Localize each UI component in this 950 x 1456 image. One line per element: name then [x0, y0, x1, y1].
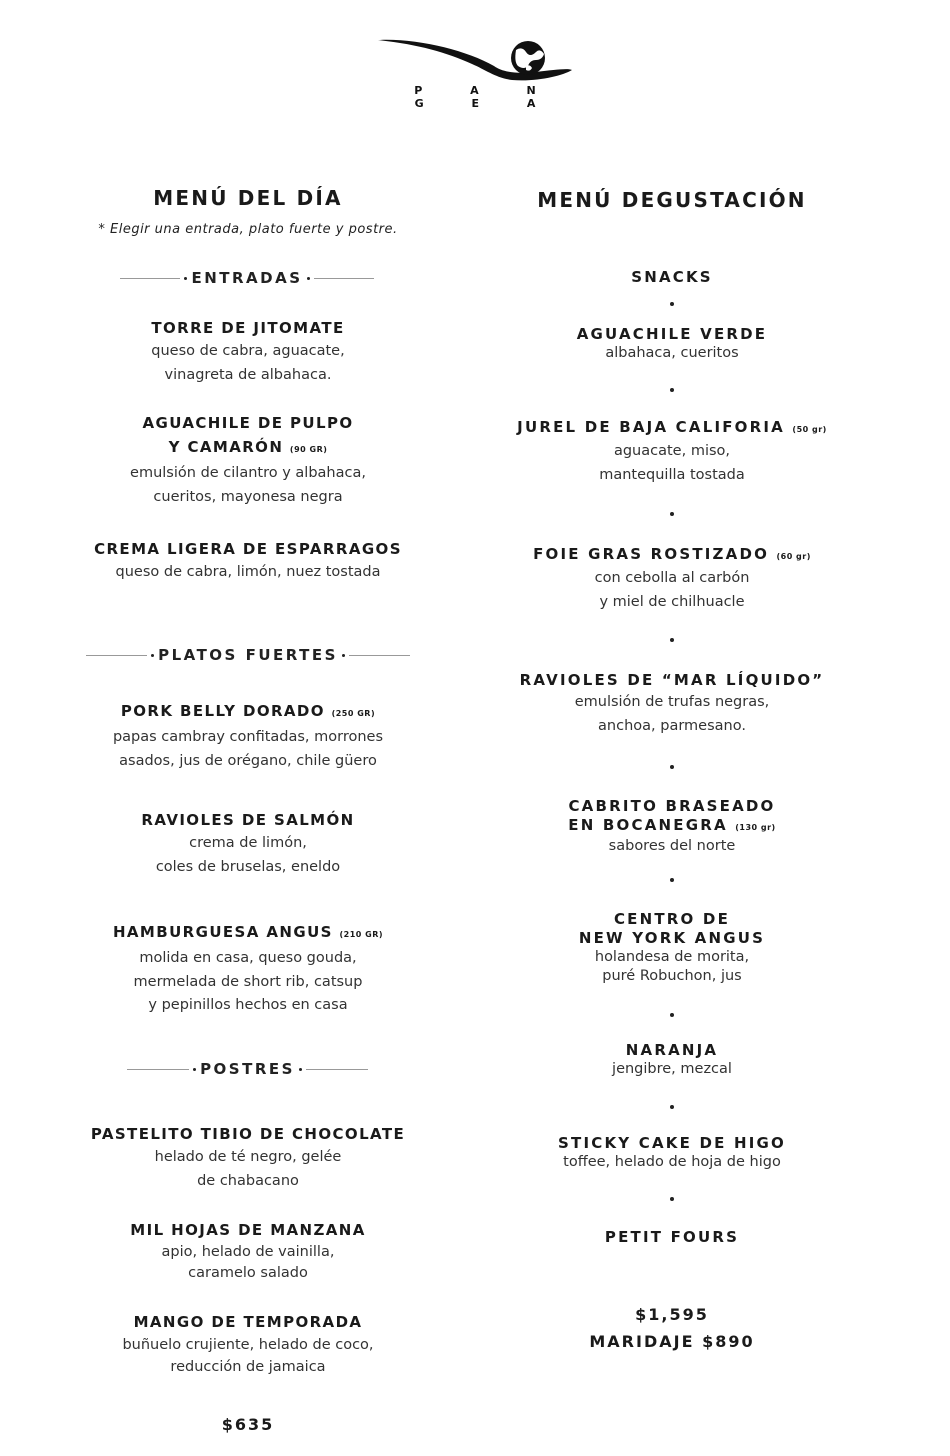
menu-item — [70, 1122, 426, 1193]
separator-dot — [670, 388, 674, 392]
item-name: CENTRO DE — [613, 910, 731, 928]
pangea-logo-icon — [376, 36, 576, 84]
item-desc: emulsión de trufas negras, — [574, 694, 770, 710]
section-dot — [307, 277, 310, 280]
item-name: RAVIOLES DE “MAR LÍQUIDO” — [519, 671, 825, 689]
item-name-line — [490, 418, 854, 439]
menu-item — [70, 411, 426, 509]
item-name: MANGO DE TEMPORADA — [133, 1313, 363, 1331]
tasting-item — [490, 1228, 854, 1247]
item-desc: queso de cabra, aguacate, — [151, 343, 345, 359]
section-rule — [127, 1069, 189, 1070]
menu-item — [70, 1218, 426, 1284]
tasting-item — [490, 418, 854, 487]
item-name-line — [490, 545, 854, 566]
item-desc: y pepinillos hechos en casa — [148, 997, 348, 1013]
section-rule — [349, 655, 410, 656]
tasting-item — [490, 797, 854, 856]
item-size: (210 GR) — [339, 930, 384, 939]
maridaje-price: MARIDAJE $890 — [589, 1332, 755, 1351]
item-desc: queso de cabra, limón, nuez tostada — [115, 564, 381, 580]
item-desc: holandesa de morita, — [594, 949, 750, 965]
item-name: RAVIOLES DE SALMÓN — [141, 811, 355, 829]
menu-item — [70, 537, 426, 585]
brand-name: P A N G E A — [414, 84, 558, 110]
item-size: (250 GR) — [331, 709, 376, 718]
item-desc: papas cambray confitadas, morrones — [112, 729, 384, 745]
item-name: STICKY CAKE DE HIGO — [558, 1134, 786, 1152]
section-entradas — [120, 269, 374, 287]
separator-dot — [670, 878, 674, 882]
tasting-item — [490, 910, 854, 986]
item-desc: reducción de jamaica — [170, 1359, 326, 1375]
item-desc: aguacate, miso, — [613, 443, 731, 459]
item-desc: de chabacano — [197, 1172, 299, 1189]
item-name: MIL HOJAS DE MANZANA — [130, 1221, 366, 1239]
item-desc: caramelo salado — [188, 1265, 308, 1281]
item-desc: buñuelo crujiente, helado de coco, — [122, 1337, 374, 1353]
item-desc: asados, jus de orégano, chile güero — [119, 752, 377, 769]
separator-dot — [670, 1105, 674, 1109]
menu-item — [70, 920, 426, 1018]
item-name: JUREL DE BAJA CALIFORIA — [517, 418, 785, 436]
separator-dot — [670, 1013, 674, 1017]
separator-dot — [670, 512, 674, 516]
menu-degustacion-title: MENÚ DEGUSTACIÓN — [537, 188, 807, 212]
item-desc: vinagreta de albahaca. — [164, 366, 332, 383]
item-desc: mantequilla tostada — [599, 467, 745, 483]
item-desc: toffee, helado de hoja de higo — [563, 1154, 781, 1170]
menu-del-dia-title: MENÚ DEL DÍA — [153, 186, 343, 210]
item-name: AGUACHILE VERDE — [576, 325, 768, 343]
item-desc: mermelada de short rib, catsup — [133, 973, 363, 990]
section-label: POSTRES — [200, 1060, 295, 1078]
item-desc: emulsión de cilantro y albahaca, — [130, 465, 366, 481]
item-desc: jengibre, mezcal — [612, 1061, 732, 1077]
section-postres — [127, 1060, 368, 1078]
tasting-item — [490, 268, 854, 287]
tasting-item — [490, 1041, 854, 1079]
tasting-item — [490, 545, 854, 614]
separator-dot — [670, 1197, 674, 1201]
item-name: FOIE GRAS ROSTIZADO — [533, 545, 770, 563]
menu-del-dia-price: $635 — [221, 1415, 275, 1434]
section-platos-fuertes — [86, 646, 410, 664]
item-desc: anchoa, parmesano. — [598, 718, 746, 734]
item-name: CABRITO BRASEADO — [568, 797, 776, 815]
item-desc: cueritos, mayonesa negra — [153, 488, 343, 505]
menu-note: * Elegir una entrada, plato fuerte y postre. — [98, 222, 398, 237]
item-name: PORK BELLY DORADO — [120, 702, 325, 720]
item-name: NEW YORK ANGUS — [578, 929, 766, 947]
separator-dot — [670, 302, 674, 306]
item-desc: coles de bruselas, eneldo — [155, 858, 341, 875]
tasting-item — [490, 1134, 854, 1172]
section-label: ENTRADAS — [191, 269, 303, 287]
menu-item — [70, 1310, 426, 1378]
menu-item — [70, 808, 426, 879]
item-desc: albahaca, cueritos — [605, 345, 739, 361]
item-desc: apio, helado de vainilla, — [161, 1244, 335, 1260]
item-size: (50 gr) — [792, 425, 827, 434]
item-size: (130 gr) — [735, 823, 776, 832]
item-desc: puré Robuchon, jus — [602, 968, 742, 984]
separator-dot — [670, 638, 674, 642]
section-dot — [299, 1068, 302, 1071]
item-desc: sabores del norte — [608, 838, 736, 854]
item-name: PASTELITO TIBIO DE CHOCOLATE — [90, 1125, 406, 1143]
item-size: (90 GR) — [289, 445, 328, 454]
section-dot — [184, 277, 187, 280]
section-rule — [306, 1069, 368, 1070]
item-name: AGUACHILE DE PULPO — [142, 414, 354, 432]
tasting-item — [490, 325, 854, 363]
item-desc: con cebolla al carbón — [594, 570, 750, 586]
separator-dot — [670, 765, 674, 769]
menu-item — [70, 316, 426, 387]
item-name: PETIT FOURS — [604, 1228, 740, 1246]
section-rule — [86, 655, 147, 656]
section-rule — [314, 278, 374, 279]
item-name: TORRE DE JITOMATE — [151, 319, 345, 337]
item-name-line2 — [490, 816, 854, 837]
item-name-line — [70, 699, 426, 726]
item-name-line2 — [70, 435, 426, 462]
item-name: NARANJA — [625, 1041, 719, 1059]
item-size: (60 gr) — [776, 552, 811, 561]
menu-item — [70, 699, 426, 773]
section-dot — [193, 1068, 196, 1071]
item-desc: molida en casa, queso gouda, — [139, 950, 357, 966]
item-desc: y miel de chilhuacle — [599, 594, 745, 610]
menu-degustacion-price: $1,595 — [635, 1305, 709, 1324]
item-desc: helado de té negro, gelée — [154, 1149, 342, 1165]
item-name: HAMBURGUESA ANGUS — [112, 923, 333, 941]
section-label: PLATOS FUERTES — [158, 646, 338, 664]
item-name-part: EN BOCANEGRA — [568, 816, 728, 834]
tasting-item — [490, 671, 854, 738]
item-name: CREMA LIGERA DE ESPARRAGOS — [94, 540, 402, 558]
section-dot — [151, 654, 154, 657]
section-rule — [120, 278, 180, 279]
item-desc: crema de limón, — [189, 835, 307, 851]
section-dot — [342, 654, 345, 657]
item-name: SNACKS — [631, 268, 713, 286]
item-name-part: Y CAMARÓN — [168, 438, 284, 456]
item-name-line — [70, 920, 426, 947]
